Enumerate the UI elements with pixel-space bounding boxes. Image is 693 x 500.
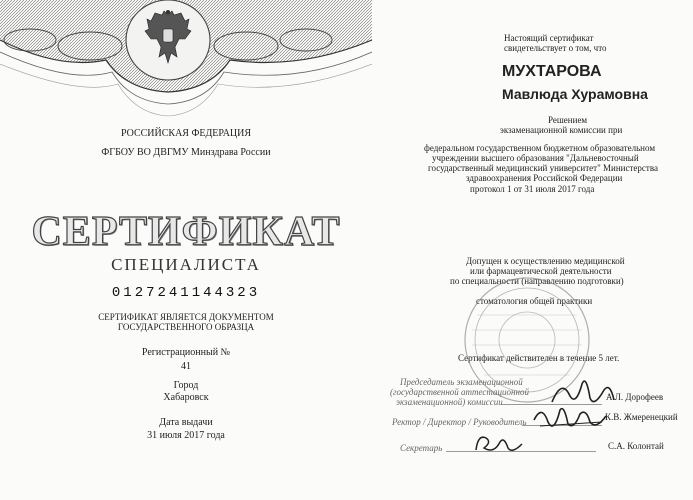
validity-line: Сертификат действителен в течение 5 лет. [458, 353, 620, 363]
specialty-value: стоматология общей практики [476, 296, 593, 306]
country-label: РОССИЙСКАЯ ФЕДЕРАЦИЯ [120, 128, 252, 139]
rector-name: К.В. Жмеренецкий [605, 412, 678, 422]
city-label: Город [173, 380, 199, 391]
intro-line2: свидетельствует о том, что [504, 43, 607, 53]
issue-date-label: Дата выдачи [159, 417, 213, 428]
city-value: Хабаровск [163, 392, 209, 403]
registration-label: Регистрационный № [141, 347, 231, 358]
chair-label-line1: Председатель экзаменационной [400, 377, 523, 387]
decision-line2: экзаменационной комиссии при [500, 125, 623, 135]
org-line1: федеральном государственном бюджетном образовательном [424, 143, 656, 153]
protocol-line: протокол 1 от 31 июля 2017 года [470, 184, 595, 194]
admit-line1: Допущен к осуществлению медицинской [466, 256, 625, 266]
org-line2: учреждении высшего образования "Дальневосточный [432, 153, 639, 163]
issue-date-value: 31 июля 2017 года [147, 430, 225, 441]
certificate-number: 0127241144323 [111, 285, 261, 301]
admit-line2: или фармацевтической деятельности [470, 266, 612, 276]
state-note-line2: ГОСУДАРСТВЕННОГО ОБРАЗЦА [117, 322, 255, 332]
holder-given-names: Мавлюда Хурамовна [502, 86, 648, 102]
org-line3: государственный медицинский университет" Министерства [428, 163, 658, 173]
institution-label: ФГБОУ ВО ДВГМУ Минздрава России [101, 147, 271, 158]
registration-value: 41 [181, 361, 191, 372]
rector-label: Ректор / Директор / Руководитель [392, 417, 527, 427]
chair-label-line3: экзаменационной) комиссии [396, 397, 503, 407]
double-headed-eagle-emblem [143, 9, 193, 67]
chair-name: А.Л. Дорофеев [606, 392, 664, 402]
state-note-line1: СЕРТИФИКАТ ЯВЛЯЕТСЯ ДОКУМЕНТОМ [98, 312, 274, 322]
rector-signature [530, 400, 610, 436]
secretary-signature [472, 428, 528, 458]
decision-line1: Решением [548, 115, 588, 125]
holder-surname: МУХТАРОВА [502, 63, 602, 80]
certificate-title: СЕРТИФИКАТ [31, 209, 341, 255]
admit-line3: по специальности (направлению подготовки) [450, 276, 624, 286]
intro-line1: Настоящий сертификат [504, 33, 594, 43]
certificate-subtitle: СПЕЦИАЛИСТА [111, 255, 261, 274]
chair-label-line2: (государственной аттестационной [390, 387, 529, 397]
org-line4: здравоохранения Российской Федерации [466, 173, 623, 183]
secretary-name: С.А. Колонтай [608, 441, 664, 451]
secretary-label: Секретарь [400, 443, 443, 453]
